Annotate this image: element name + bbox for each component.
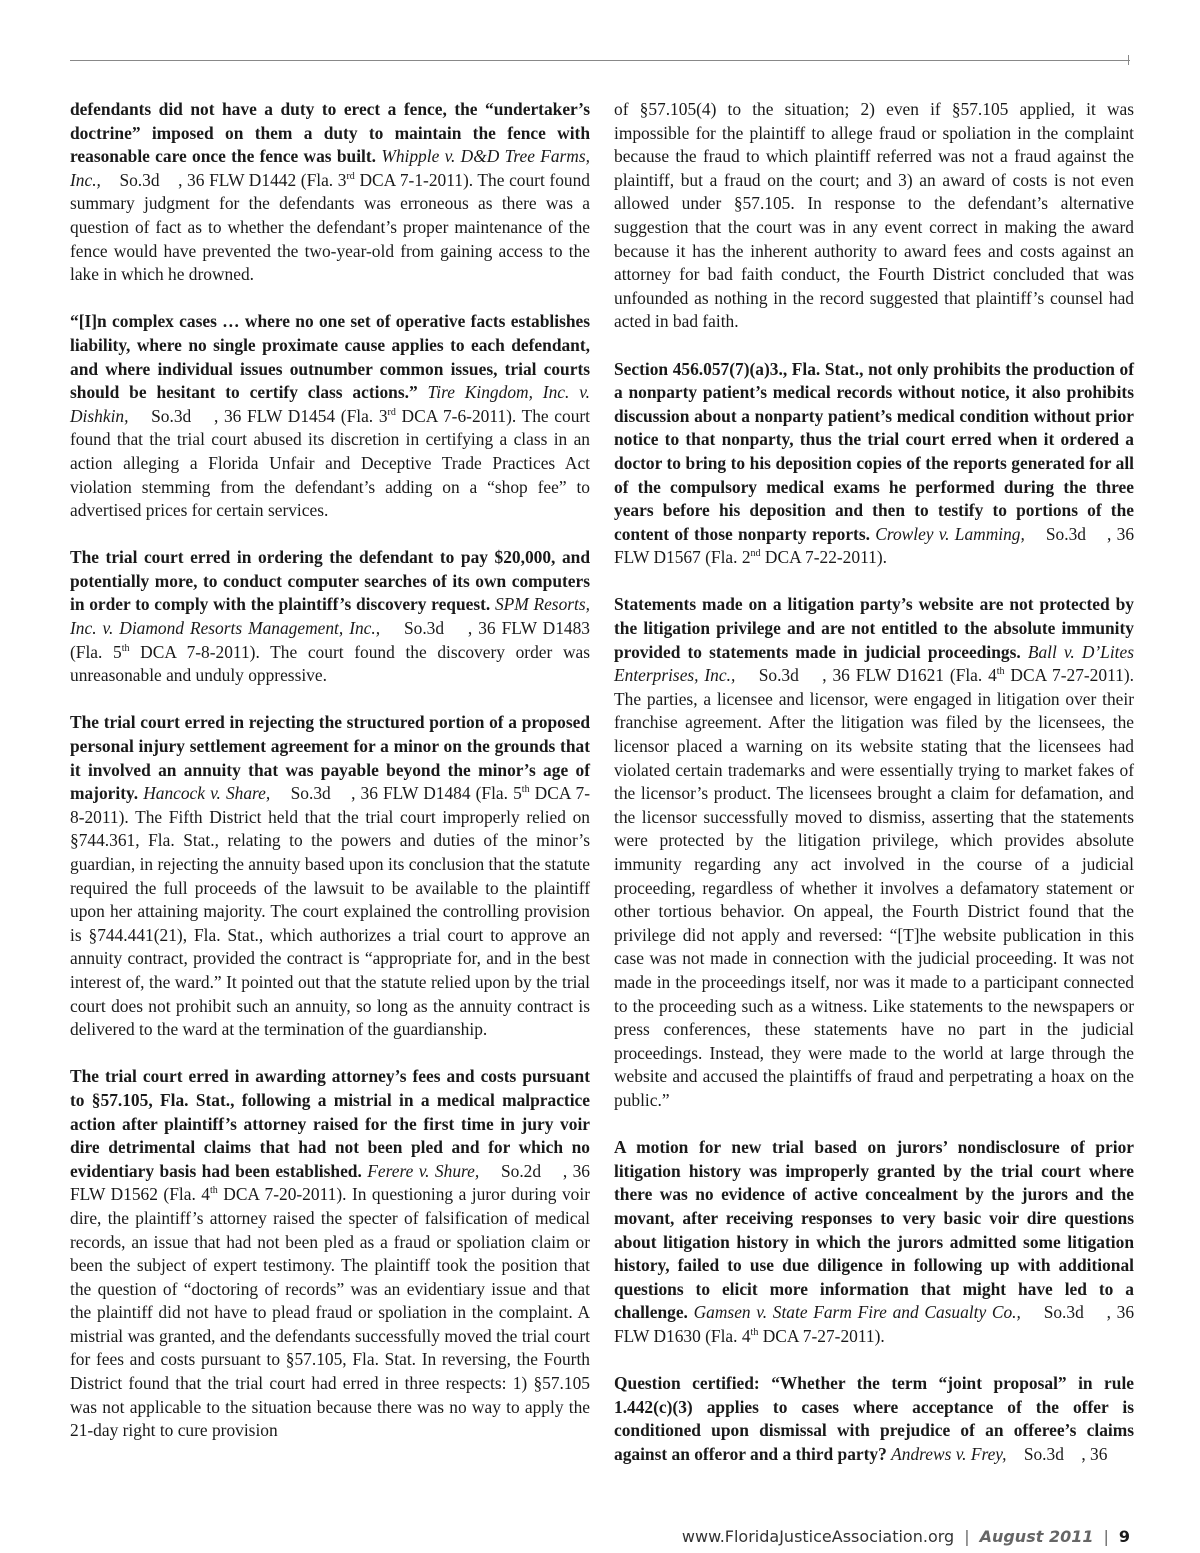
citation: , 36 FLW D1484 (Fla. 5: [351, 783, 522, 804]
case-name: SPM Resorts, Inc. v. Diamond Resorts Management, Inc.,: [70, 594, 590, 639]
reporter: So.3d: [151, 405, 192, 426]
header-rule-tick: [1128, 55, 1129, 65]
case-summary-crowley: [614, 358, 1134, 570]
ordinal-suffix: th: [209, 1185, 218, 1197]
website-link[interactable]: www.FloridaJusticeAssociation.org: [681, 1527, 955, 1546]
case-summary-tire-kingdom: [70, 310, 590, 522]
ordinal-suffix: th: [521, 784, 530, 796]
issue-date: August 2011: [979, 1527, 1094, 1546]
ordinal-suffix: th: [996, 666, 1005, 678]
page-number: 9: [1118, 1527, 1130, 1546]
reporter: So.3d: [1043, 1302, 1084, 1323]
reporter: So.3d: [403, 618, 445, 639]
reporter: So.3d: [758, 665, 799, 686]
citation: , 36 FLW D1567 (Fla. 2: [614, 523, 1135, 568]
case-name: Gamsen v. State Farm Fire and Casualty Co.,: [693, 1302, 1021, 1323]
holding-text: A motion for new trial based on jurors’ nondisclosure of prior litigation history was improperly granted by the trial court where there was no evidence of active concealment by the jurors and the movant, after receiving responses to very basic voir dire questions about litigation history in which the jurors admitted some litigation history, failed to use due diligence in following up with additional questions to elicit more information that might have led to a challenge.: [614, 1137, 1134, 1323]
page-footer: [682, 1527, 1130, 1546]
case-summary-ferere: [70, 1065, 590, 1443]
summary-text: DCA 7-1-2011). The court found summary judgment for the defendants was erroneous as there was a question of fact as to whether the defendant’s proper maintenance of the fence would have prevented the two-year-old from gaining access to the lake in which he drowned.: [70, 169, 591, 285]
case-summary-hancock: [70, 711, 590, 1041]
summary-text: DCA 7-8-2011). The court found the discovery order was unreasonable and unduly oppressive.: [70, 641, 590, 686]
case-summary-ball: [614, 593, 1134, 1112]
summary-text: of §57.105(4) to the situation; 2) even if §57.105 applied, it was impossible for the plaintiff to allege fraud or spoliation in the complaint because the fraud to which plaintiff referred was not a fraud against the plaintiff, but a fraud on the court; and 3) an award of costs is not even allowed under §57.105. In response to the defendant’s alternative suggestion that the court was in any event correct in making the award because it has the inherent authority to award fees and costs against an attorney for bad faith conduct, the Fourth District concluded that was unfounded as nothing in the record suggested that plaintiff’s counsel had acted in bad faith.: [614, 99, 1134, 332]
case-name: Andrews v. Frey,: [891, 1443, 1007, 1464]
holding-text: “[I]n complex cases … where no one set of operative facts establishes liability, where no single proximate cause applies to each defendant, and where individual issues outnumber common issues, trial courts should be hesitant to certify class actions.”: [70, 311, 590, 403]
reporter: So.3d: [1023, 1443, 1064, 1464]
citation: , 36 FLW D1630 (Fla. 4: [614, 1302, 1135, 1346]
right-column: [614, 98, 1134, 1466]
reporter: So.3d: [1045, 523, 1086, 544]
case-name: Ferere v. Shure,: [367, 1160, 480, 1181]
ordinal-suffix: th: [750, 1327, 759, 1339]
citation: , 36 FLW D1454 (Fla. 3: [213, 405, 388, 426]
case-summary-spm-resorts: [70, 546, 590, 688]
citation: , 36 FLW D1483 (Fla. 5: [70, 618, 590, 662]
footer-separator: |: [1103, 1527, 1109, 1546]
reporter: So.3d: [119, 169, 160, 190]
ordinal-suffix: nd: [750, 548, 761, 560]
case-name: Tire Kingdom, Inc. v. Dishkin,: [70, 382, 591, 426]
ordinal-suffix: rd: [387, 406, 396, 418]
case-name: Crowley v. Lamming,: [875, 523, 1025, 544]
reporter: So.3d: [290, 783, 331, 804]
case-summary-whipple: [70, 98, 590, 287]
summary-text: DCA 7-6-2011). The court found that the trial court abused its discretion in certifying a class in an action alleging a Florida Unfair and Deceptive Trade Practices Act violation stemming from the defendant’s adding on a “shop fee” to advertised prices for certain services.: [70, 405, 591, 521]
case-summary-gamsen: [614, 1136, 1134, 1348]
ordinal-suffix: th: [121, 642, 130, 654]
summary-text: DCA 7-22-2011).: [764, 547, 887, 568]
footer-separator: |: [964, 1527, 970, 1546]
holding-text: Statements made on a litigation party’s website are not protected by the litigation privilege and are not entitled to the absolute immunity provided to statements made in judicial proceedings.: [614, 594, 1134, 662]
case-name: Hancock v. Share,: [143, 783, 271, 804]
reporter: So.2d: [500, 1160, 542, 1181]
summary-text: DCA 7-27-2011). The parties, a licensee and licensor, were engaged in litigation over their franchise agreement. After the litigation was filed by the licensees, the licensor placed a warning on its website stating that the licensees had violated certain trademarks and were essentially trying to market fakes of the licensor’s product. The licensees brought a claim for defamation, and the licensor successfully moved to dismiss, asserting that the statements were protected by the litigation privilege, which provides absolute immunity regarding any act involved in the course of a judicial proceeding, regardless of whether it involves a defamatory statement or other tortious behavior. On appeal, the Fourth District found that the privilege did not apply and reversed: “[T]he website publication in this case was not made in connection with the judicial proceeding. It was not made in the proceedings itself, nor was it made to a participant connected to the proceeding such as a witness. Like statements to the newspapers or press conferences, these statements have no part in the judicial proceedings. Instead, they were made to the world at large through the website and accused the plaintiffs of fraud and perpetrating a hoax on the public.”: [614, 665, 1134, 1110]
header-rule: [70, 60, 1130, 61]
holding-text: The trial court erred in awarding attorney’s fees and costs pursuant to §57.105, Fla. Stat., following a mistrial in a medical malpractice action after plaintiff’s attorney raised for the first time in jury voir dire detrimental claims that had not been pled and for which no evidentiary basis had been established.: [70, 1066, 590, 1181]
citation: , 36: [1081, 1443, 1108, 1464]
citation: , 36 FLW D1621 (Fla. 4: [822, 665, 997, 686]
holding-text: defendants did not have a duty to erect a fence, the “undertaker’s doctrine” imposed on them a duty to maintain the fence with reasonable care once the fence was built.: [70, 99, 590, 167]
holding-text: Question certified: “Whether the term “joint proposal” in rule 1.442(c)(3) applies to cases where acceptance of the offer is conditioned upon dismissal with prejudice of an offeree’s claims against an offeror and a third party?: [614, 1373, 1134, 1464]
ordinal-suffix: rd: [346, 170, 355, 182]
left-column: [70, 98, 590, 1443]
summary-text: DCA 7-20-2011). In questioning a juror during voir dire, the plaintiff’s attorney raised the specter of falsification of medical records, an issue that had not been pled as a fraud or spoliation claim or been the subject of expert testimony. The plaintiff took the position that the question of “doctoring of records” was an evidentiary issue and that the plaintiff did not have to plead fraud or spoliation in the complaint. A mistrial was granted, and the defendants successfully moved the trial court for fees and costs pursuant to §57.105, Fla. Stat. In reversing, the Fourth District found that the trial court had erred in three respects: 1) §57.105 was not applicable to the situation because there was no way to apply the 21-day right to cure provision: [70, 1184, 590, 1441]
case-name: Ball v. D’Lites Enterprises, Inc.,: [614, 641, 1134, 686]
holding-text: The trial court erred in ordering the defendant to pay $20,000, and potentially more, to conduct computer searches of its own computers in order to comply with the plaintiff’s discovery request.: [70, 547, 590, 615]
case-name: Whipple v. D&D Tree Farms, Inc.,: [70, 146, 590, 190]
summary-text: DCA 7-8-2011). The Fifth District held that the trial court improperly relied on §744.361, Fla. Stat., relating to the powers and duties of the minor’s guardian, in rejecting the annuity based upon its conclusion that the statute required the full proceeds of the lawsuit to be available to the plaintiff upon her attaining majority. The court explained the controlling provision is §744.441(21), Fla. Stat., which authorizes a trial court to approve an annuity contract, provided the contract is “appropriate for, and in the best interest of, the ward.” It pointed out that the statute relied upon by the trial court does not prohibit such an annuity, so long as the annuity contract is delivered to the ward at the termination of the guardianship.: [70, 783, 591, 1040]
holding-text: Section 456.057(7)(a)3., Fla. Stat., not only prohibits the production of a nonparty patient’s medical records without notice, it also prohibits discussion about a nonparty patient’s medical condition without prior notice to that nonparty, thus the trial court erred when it ordered a doctor to bring to his deposition copies of the reports generated for all of the compulsory medical exams he performed during the three years before his deposition and then to testify to portions of the content of those nonparty reports.: [614, 358, 1134, 544]
citation: , 36 FLW D1562 (Fla. 4: [70, 1160, 591, 1205]
citation: , 36 FLW D1442 (Fla. 3: [178, 169, 347, 190]
holding-text: The trial court erred in rejecting the structured portion of a proposed personal injury settlement agreement for a minor on the grounds that it involved an annuity that was payable beyond the minor’s age of majority.: [70, 712, 590, 804]
case-summary-andrews: [614, 1372, 1134, 1466]
case-summary-ferere-continued: [614, 98, 1134, 334]
summary-text: DCA 7-27-2011).: [762, 1325, 885, 1346]
